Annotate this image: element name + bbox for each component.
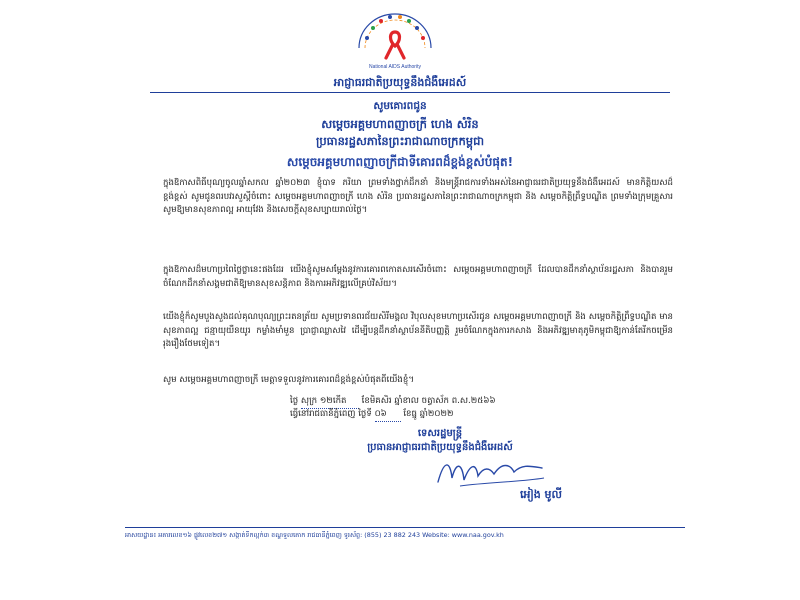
signatory-position: ប្រធានអាជ្ញាធរជាតិប្រយុទ្ធនឹងជំងឺអេដស៍ — [367, 442, 513, 453]
solar-date-line — [290, 408, 650, 422]
red-ribbon-icon — [386, 32, 404, 58]
addressee-title: ប្រធានរដ្ឋសភានៃព្រះរាជាណាចក្រកម្ពុជា — [315, 134, 485, 148]
lunar-date-month: ខែមិគសិរ — [361, 396, 392, 406]
addressee-salutation: សូមគោរពជូន — [373, 100, 427, 112]
lunar-date-prefix: ថ្ងៃ — [290, 396, 299, 406]
naa-logo-emblem — [345, 8, 445, 76]
solar-date-month: ខែធ្នូ — [403, 409, 417, 419]
letter-closing: សូម សម្ដេចអគ្គមហាពញាចក្រី មេត្តាទទួលនូវការគោរពដ៏ខ្ពង់ខ្ពស់បំផុតពីយើងខ្ញុំ។ — [163, 375, 414, 385]
handwritten-signature — [430, 452, 550, 492]
solar-date-day: ០៦ — [375, 408, 401, 422]
letter-paragraph-3: យើងខ្ញុំក៏សូមបួងសួងដល់គុណបុណ្យព្រះរតនត្រ័យ សូមប្រទានពរជ័យសិរីមង្គល វិបុលសុខមហាប្រសើរជូន សម្ដេចអគ្គមហាពញាចក្រី និង សម្ដេចកិត្តិព្រឹទ្ធបណ្ឌិត មានសុខភាពល្អ ជន្មាយុយឺនយូរ កម្លាំងមាំមួន ប្រាជ្ញាឈ្លាសវៃ ដើម្បីបន្តដឹកនាំស្ថាប័ននីតិបញ្ញត្តិ រួមចំណែកក្នុងការកសាង និងអភិវឌ្ឍមាតុភូមិកម្ពុជាឱ្យកាន់តែរីកចម្រើនរុងរឿងថែមទៀត។ — [163, 312, 673, 349]
people-ring-icon — [365, 15, 425, 40]
org-header: អាជ្ញាធរជាតិប្រយុទ្ធនឹងជំងឺអេដស៍ — [333, 76, 467, 89]
solar-date-year: ឆ្នាំ២០២២ — [419, 409, 454, 419]
addressee-greeting: សម្ដេចអគ្គមហាពញាចក្រីជាទីគោរពដ៏ខ្ពង់ខ្ពស់បំផុត! — [286, 155, 514, 169]
footer-divider — [125, 527, 685, 528]
footer-address: អាសយដ្ឋាន៖ អគារលេខ១៦ ផ្លូវលេខ២៧១ សង្កាត់ទឹកល្អក់៣ ខណ្ឌទួលគោក រាជធានីភ្នំពេញ ទូរស័ព្ទ: (855) 23 882 243 Website: www.naa.gov.kh — [125, 531, 504, 539]
addressee-name: សម្ដេចអគ្គមហាពញាចក្រី ហេង សំរិន — [321, 117, 479, 131]
solar-date-prefix: ធ្វើនៅរាជធានីភ្នំពេញ ថ្ងៃទី — [290, 409, 372, 419]
lunar-date-line — [290, 395, 650, 409]
letter-paragraph-2: ក្នុងឱកាសដ៏មហាប្រពៃថ្លៃថ្លានេះផងដែរ យើងខ្ញុំសូមសម្ដែងនូវការគោរពកោតសរសើរចំពោះ សម្ដេចអគ្គមហាពញាចក្រី ដែលបានដឹកនាំស្ថាប័នរដ្ឋសភា និងបានរួមចំណែកដឹកនាំសង្គមជាតិឱ្យមានសុខសន្តិភាព និងការអភិវឌ្ឍលើគ្រប់វិស័យ។ — [163, 265, 673, 289]
signatory-name: អៀង មូលី — [520, 488, 563, 501]
lunar-date-day: សុក្រ ១២កើត — [301, 395, 359, 409]
signatory-rank: ទេសរដ្ឋមន្ត្រី — [417, 428, 463, 439]
letter-paragraph-1: ក្នុងឱកាសពិធីបុណ្យចូលឆ្នាំសកល ឆ្នាំ២០២៣ ខ្ញុំបាទ ភរិយា ព្រមទាំងថ្នាក់ដឹកនាំ និងមន្ត្រីរាជការទាំងអស់នៃអាជ្ញាធរជាតិប្រយុទ្ធនឹងជំងឺអេដស៍ មានកិត្តិយសដ៏ខ្ពង់ខ្ពស់ សូមជូនពរបវរសួស្ដីចំពោះ សម្ដេចអគ្គមហាពញាចក្រី ហេង សំរិន ប្រធានរដ្ឋសភានៃព្រះរាជាណាចក្រកម្ពុជា និង សម្ដេចកិត្តិព្រឹទ្ធបណ្ឌិត ព្រមទាំងក្រុមគ្រួសារ សូមឱ្យមានសុខភាពល្អ អាយុវែង និងសេចក្ដីសុខសប្បាយរាល់ថ្ងៃ។ — [163, 178, 673, 215]
header-divider — [150, 92, 670, 93]
naa-logo — [345, 8, 445, 76]
lunar-date-year: ឆ្នាំខាល ចត្វាស័ក ព.ស.២៥៦៦ — [394, 396, 496, 406]
logo-inner-text: National AIDS Authority — [369, 64, 421, 70]
